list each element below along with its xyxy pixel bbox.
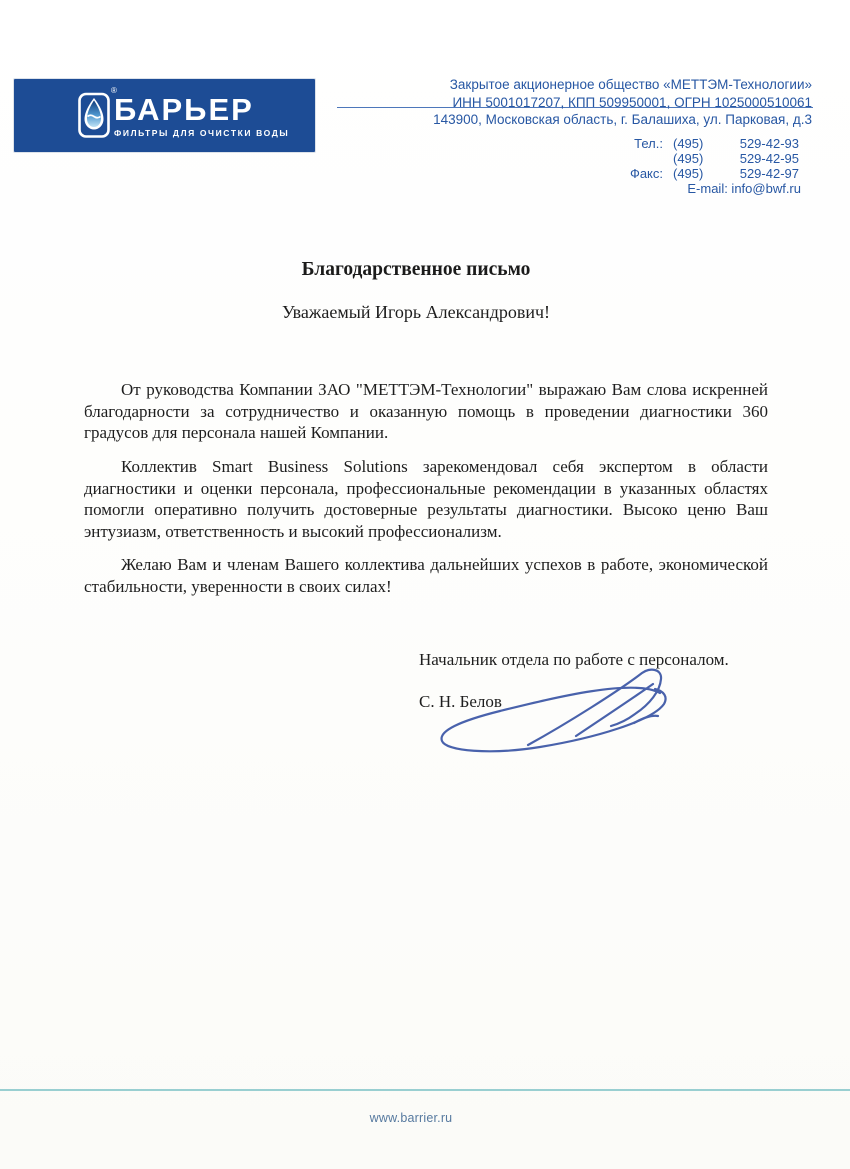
registered-trademark-icon: ® [111,86,117,95]
phone-label: Тел.: [634,135,663,151]
phone-number: 529-42-95 [739,150,799,166]
salutation: Уважаемый Игорь Александрович! [281,302,551,322]
fax-row [433,166,799,181]
paragraph: Желаю Вам и членам Вашего коллектива дальнейших успехов в работе, экономической стабильности, уверенности в своих силах! [84,555,768,596]
company-email: E-mail: info@bwf.ru [687,181,801,197]
company-registration: ИНН 5001017207, КПП 509950001, ОГРН 1025000510061 [452,94,812,110]
company-contact-block [433,76,812,196]
footer-divider [0,1089,850,1091]
phone-row [433,151,799,166]
logo-text [114,92,290,138]
fax-area-code: (495) [673,165,704,181]
company-name: Закрытое акционерное общество «МЕТТЭМ-Технологии» [449,77,812,92]
fax-number: 529-42-97 [739,165,799,181]
paragraph: От руководства Компании ЗАО "МЕТТЭМ-Технологии" выражаю Вам слова искренней благодарности за сотрудничество и оказанную помощь в проведении диагностики 360 градусов для персонала нашей Компании. [84,380,768,443]
company-address: 143900, Московская область, г. Балашиха, ул. Парковая, д.3 [433,112,812,127]
brand-name: БАРЬЕР [114,92,254,127]
phone-area-code: (495) [673,135,704,151]
phone-list [433,136,812,182]
barrier-logo-banner [14,79,315,152]
fax-label: Факс: [629,165,663,181]
phone-number: 529-42-93 [739,135,799,151]
footer-website: www.barrier.ru [369,1111,453,1125]
water-drop-icon [78,92,110,138]
signoff-role: Начальник отдела по работе с персоналом. [419,650,729,669]
signoff-name: С. Н. Белов [419,692,502,711]
handwritten-signature [428,663,678,763]
brand-tagline: ФИЛЬТРЫ ДЛЯ ОЧИСТКИ ВОДЫ [114,128,290,138]
phone-row [433,136,799,151]
letter-title: Благодарственное письмо [301,259,531,280]
phone-area-code: (495) [673,150,704,166]
paragraph: Коллектив Smart Business Solutions зарекомендовал себя экспертом в области диагностики и оценки персонала, профессиональные рекомендации в указанных областях помогли оперативно получить достоверные результаты диагностики. Высоко ценю Ваш энтузиазм, ответственность и высокий профессионализм. [84,457,768,541]
